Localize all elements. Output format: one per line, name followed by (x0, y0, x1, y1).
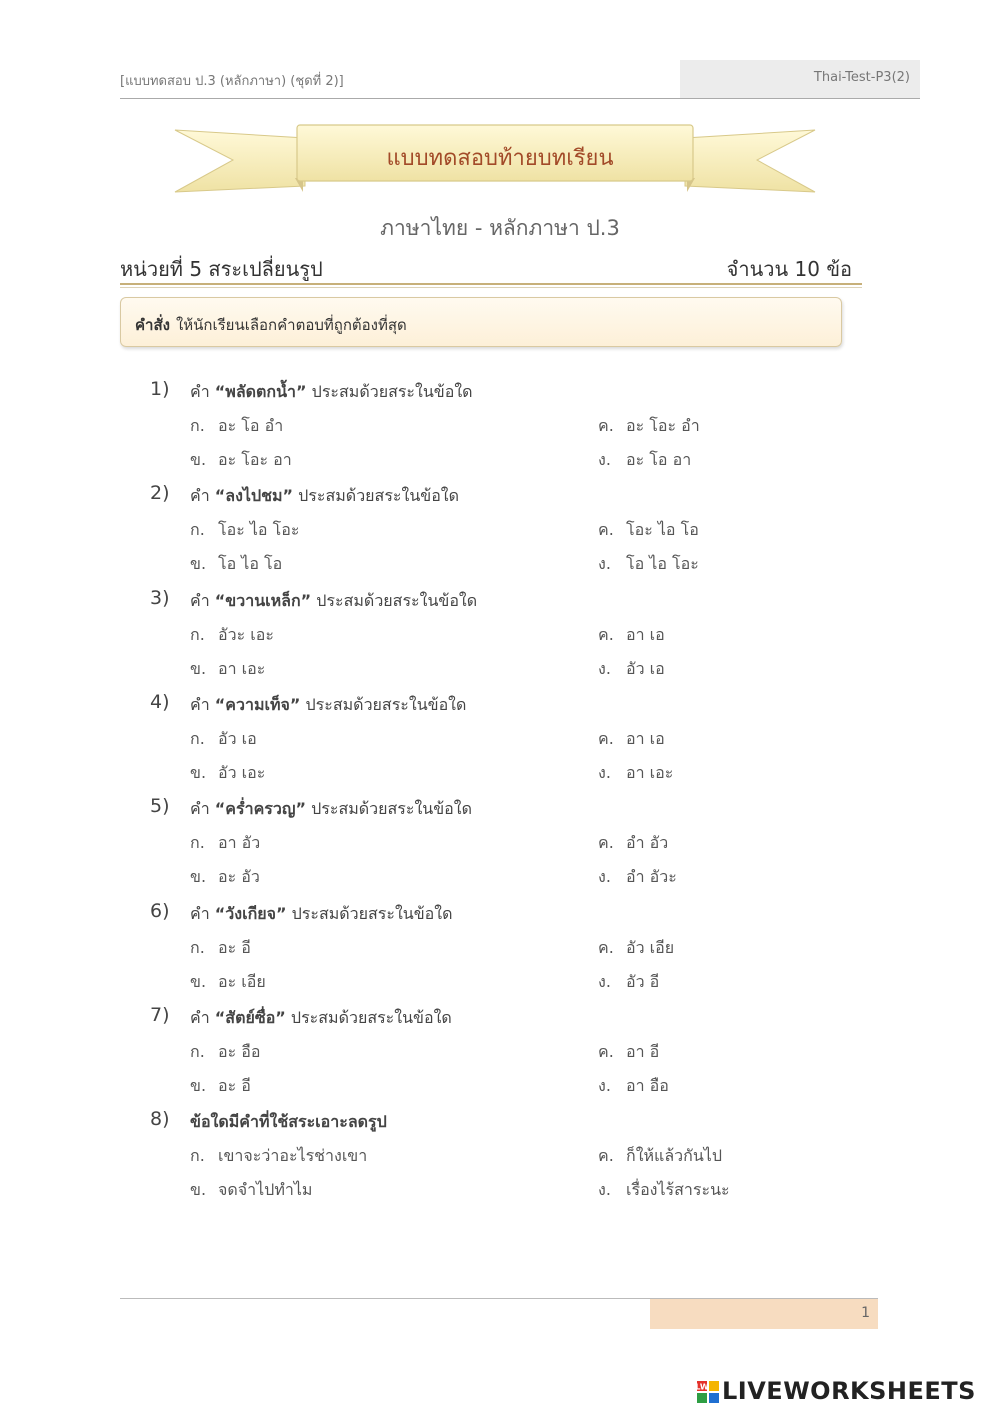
answer-option[interactable] (190, 831, 260, 856)
banner-title: แบบทดสอบท้ายบทเรียน (386, 146, 614, 171)
question-suffix: ประสมด้วยสระในข้อใด (311, 382, 473, 401)
question-suffix: ประสมด้วยสระในข้อใด (291, 903, 453, 923)
question-word: “ความเท็จ” (214, 694, 301, 714)
question-word: “พลัดตกน้ำ” (214, 382, 307, 401)
option-label: ก. (190, 520, 205, 540)
question-text (190, 484, 459, 509)
question-text (190, 693, 466, 718)
option-text: อัว เอ (626, 658, 665, 678)
option-label: ข. (190, 1075, 207, 1095)
question-number: 3) (150, 586, 170, 609)
question-text (190, 902, 452, 927)
question-prefix: คำ (190, 799, 210, 819)
option-label: ข. (190, 658, 207, 678)
option-label: ค. (598, 1041, 614, 1061)
question-suffix: ประสมด้วยสระในข้อใด (298, 486, 459, 506)
option-label: ก. (190, 728, 205, 748)
option-label: ง. (598, 1075, 611, 1095)
answer-option[interactable] (598, 414, 700, 439)
answer-option[interactable] (190, 936, 251, 961)
option-text: อะ อัว (218, 867, 260, 887)
question-number: 6) (150, 899, 170, 922)
question-word: “ขวานเหล็ก” (214, 590, 312, 610)
answer-option[interactable] (598, 865, 677, 890)
question-number: 5) (150, 795, 170, 818)
header-title: [แบบทดสอบ ป.3 (หลักภาษา) (ชุดที่ 2)] (120, 74, 344, 89)
option-label: ง. (598, 867, 611, 887)
liveworksheets-logo-icon (697, 1381, 719, 1403)
option-label: ค. (598, 624, 614, 644)
option-text: อะ เอีย (218, 971, 266, 991)
answer-option[interactable] (598, 1040, 659, 1065)
option-label: ข. (190, 554, 207, 574)
option-text: อัว อี (626, 971, 660, 991)
option-label: ง. (598, 658, 611, 678)
question-number: 7) (150, 1003, 170, 1026)
option-text: อะ อี (218, 1075, 251, 1095)
question-word: “วังเกียจ” (214, 903, 287, 923)
option-text: อำ อัวะ (626, 867, 677, 887)
subtitle: ภาษาไทย - หลักภาษา ป.3 (380, 216, 620, 240)
question-prefix: คำ (190, 694, 210, 714)
option-text: อัว เอ (218, 728, 257, 748)
option-text: อะ โอะ อำ (626, 416, 700, 435)
answer-option[interactable] (190, 623, 274, 648)
option-label: ข. (190, 450, 207, 469)
question-number: 8) (150, 1108, 170, 1131)
unit-title: หน่วยที่ 5 สระเปลี่ยนรูป (120, 257, 323, 281)
option-text: อะ โอะ อา (218, 450, 292, 469)
question-suffix: ประสมด้วยสระในข้อใด (305, 694, 467, 714)
question-text (190, 589, 477, 614)
option-text: อัว เอีย (626, 937, 675, 957)
answer-option[interactable] (598, 657, 665, 682)
answer-option[interactable] (190, 414, 283, 439)
option-label: ง. (598, 554, 611, 574)
question-number: 1) (150, 378, 170, 400)
option-label: ค. (598, 520, 614, 540)
answer-option[interactable] (598, 970, 659, 995)
option-label: ค. (598, 1146, 614, 1166)
answer-option[interactable] (190, 970, 266, 995)
answer-option[interactable] (190, 552, 282, 577)
question-word: “สัตย์ซื่อ” (214, 1007, 286, 1027)
header-code: Thai-Test-P3(2) (813, 70, 910, 85)
unit-divider-secondary (120, 287, 862, 288)
option-text: อา อี (626, 1041, 660, 1061)
option-text: จดจำไปทำไม (218, 1180, 313, 1200)
answer-option[interactable] (190, 1074, 251, 1099)
page-number: 1 (861, 1305, 870, 1321)
option-text: อา อือ (626, 1075, 669, 1095)
instruction (135, 313, 407, 337)
question-word: “ลงไปชม” (214, 486, 294, 506)
header-divider (120, 98, 920, 99)
option-text: อา เอะ (218, 658, 266, 678)
option-label: ก. (190, 833, 205, 853)
option-text: อะ โอ อำ (218, 416, 284, 435)
question-prefix: คำ (190, 1007, 210, 1027)
answer-option[interactable] (190, 448, 292, 473)
answer-option[interactable] (190, 518, 299, 543)
question-suffix: ประสมด้วยสระในข้อใด (311, 799, 472, 819)
question-number: 2) (150, 482, 170, 505)
option-label: ก. (190, 1146, 205, 1166)
question-word: “คร่ำครวญ” (214, 799, 307, 819)
option-label: ง. (598, 971, 611, 991)
answer-option[interactable] (190, 761, 265, 786)
option-text: ก็ให้แล้วกันไป (626, 1146, 722, 1166)
option-text: อา อัว (218, 833, 261, 853)
answer-option[interactable] (190, 727, 257, 752)
question-prefix: คำ (190, 590, 210, 610)
answer-option[interactable] (598, 623, 665, 648)
question-text (190, 797, 472, 822)
question-prefix: คำ (190, 903, 210, 923)
question-prefix: คำ (190, 486, 210, 506)
option-label: ข. (190, 971, 207, 991)
logo-letter-l: LW (695, 1382, 709, 1392)
question-suffix: ประสมด้วยสระในข้อใด (316, 590, 478, 610)
answer-option[interactable] (190, 1040, 261, 1065)
option-text: อา เอะ (626, 762, 674, 782)
option-text: โอะ ไอ โอ (626, 520, 699, 540)
answer-option[interactable] (598, 552, 699, 577)
option-label: ข. (190, 1180, 207, 1200)
answer-option[interactable] (598, 727, 665, 752)
answer-option[interactable] (190, 1178, 312, 1203)
option-label: ง. (598, 1180, 611, 1200)
option-text: โอะ ไอ โอะ (218, 520, 300, 540)
question-text (190, 380, 473, 405)
answer-option[interactable] (598, 831, 668, 856)
answer-option[interactable] (598, 1144, 722, 1169)
answer-option[interactable] (190, 865, 260, 890)
option-text: อา เอ (626, 624, 665, 644)
option-text: อะ อือ (218, 1041, 261, 1061)
question-text (190, 1110, 387, 1135)
instruction-label: คำสั่ง (135, 316, 170, 334)
option-text: อำ อัว (626, 833, 669, 853)
unit-divider (120, 283, 862, 285)
question-number: 4) (150, 690, 170, 713)
question-word: ข้อใดมีคำที่ใช้สระเอาะลดรูป (190, 1112, 387, 1132)
option-text: โอ ไอ โอะ (626, 554, 699, 574)
option-text: อา เอ (626, 728, 665, 748)
answer-option[interactable] (190, 657, 265, 682)
option-label: ก. (190, 416, 205, 435)
option-text: เขาจะว่าอะไรช่างเขา (218, 1146, 368, 1166)
answer-option[interactable] (598, 1178, 730, 1203)
answer-option[interactable] (598, 936, 674, 961)
option-label: ก. (190, 937, 205, 957)
option-label: ง. (598, 762, 611, 782)
option-label: ค. (598, 416, 614, 435)
option-label: ข. (190, 762, 207, 782)
option-label: ค. (598, 937, 614, 957)
answer-option[interactable] (598, 761, 673, 786)
option-text: อะ โอ อา (626, 450, 692, 469)
answer-option[interactable] (598, 1074, 669, 1099)
option-label: ข. (190, 867, 207, 887)
question-text (190, 1006, 452, 1031)
liveworksheets-watermark: LIVEWORKSHEETS (722, 1377, 976, 1405)
option-label: ค. (598, 728, 614, 748)
question-count: จำนวน 10 ข้อ (726, 257, 852, 281)
option-text: อะ อี (218, 937, 251, 957)
option-text: อัวะ เอะ (218, 624, 274, 644)
answer-option[interactable] (190, 1144, 367, 1169)
option-text: อัว เอะ (218, 762, 266, 782)
option-label: ก. (190, 1041, 205, 1061)
instruction-text: ให้นักเรียนเลือกคำตอบที่ถูกต้องที่สุด (175, 316, 407, 334)
option-text: เรื่องไร้สาระนะ (626, 1180, 730, 1200)
answer-option[interactable] (598, 448, 691, 473)
question-prefix: คำ (190, 382, 210, 401)
question-suffix: ประสมด้วยสระในข้อใด (290, 1007, 452, 1027)
answer-option[interactable] (598, 518, 699, 543)
option-label: ง. (598, 450, 611, 469)
option-label: ก. (190, 624, 205, 644)
option-text: โอ ไอ โอ (218, 554, 283, 574)
option-label: ค. (598, 833, 614, 853)
